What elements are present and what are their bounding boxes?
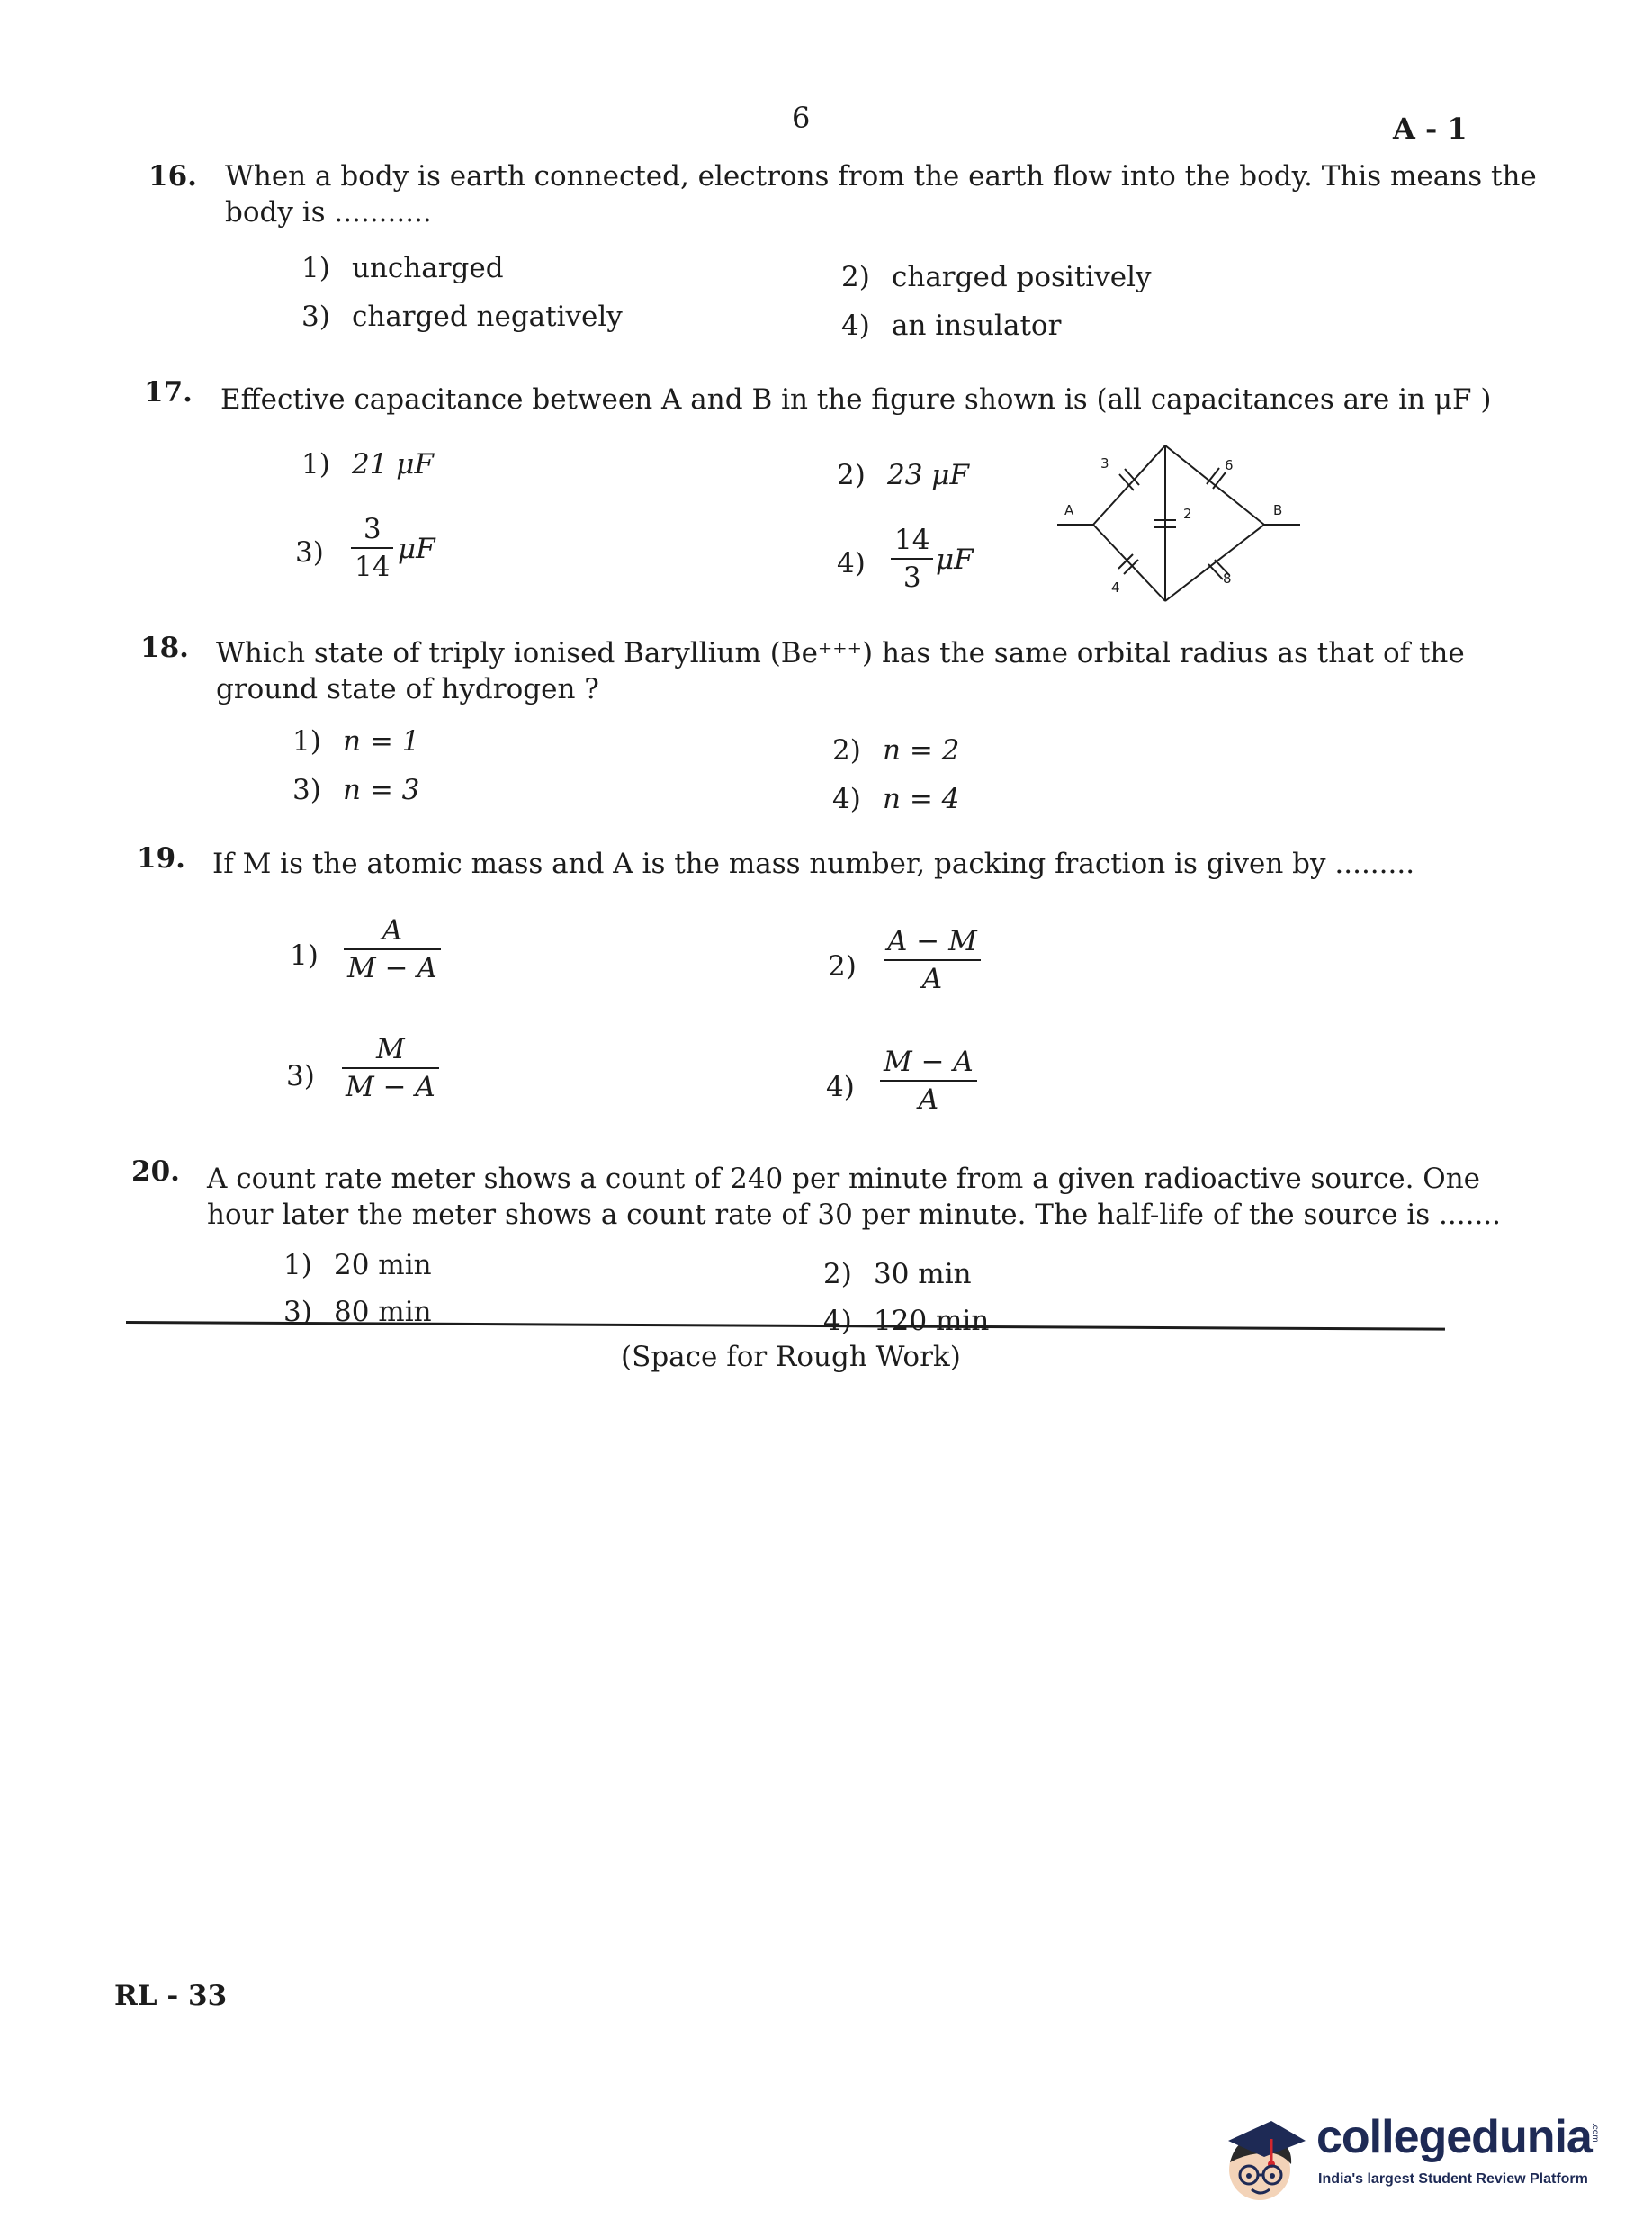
fraction-denominator: M − A: [346, 1071, 435, 1103]
option-number: 1): [301, 252, 330, 284]
option-4: [832, 783, 959, 815]
branch-bottom-right: [1165, 525, 1264, 601]
option-1: [301, 252, 504, 284]
branch-bottom-left: [1093, 525, 1165, 601]
option-number: 3): [301, 301, 330, 333]
brand-name: collegedunia: [1316, 2111, 1592, 2163]
option-text: 21 μF: [352, 448, 434, 481]
node-b-label: B: [1273, 502, 1283, 518]
option-3: [301, 301, 623, 333]
option-1-number: 1): [290, 939, 319, 972]
cap-label: 6: [1225, 457, 1234, 473]
option-3-unit: μF: [398, 533, 435, 565]
option-text: n = 4: [883, 783, 960, 815]
option-number: 2): [837, 459, 866, 491]
question-text-line-2: hour later the meter shows a count rate of 30 per minute. The half-life of the source is .......: [207, 1199, 1502, 1231]
option-3-number: 3): [295, 536, 324, 569]
option-2-number: 2): [828, 950, 857, 983]
mascot-logo-icon: [1219, 2110, 1309, 2209]
option-text: charged positively: [892, 261, 1152, 293]
option-4: [823, 1305, 989, 1337]
question-text-line-1: If M is the atomic mass and A is the mass number, packing fraction is given by .........: [212, 848, 1415, 880]
question-number: 19.: [137, 842, 185, 875]
option-2: [837, 459, 969, 491]
cap-label: 4: [1111, 579, 1120, 596]
question-number: 16.: [148, 160, 197, 193]
option-number: 1): [301, 448, 330, 481]
option-3-fraction: [351, 513, 393, 583]
option-4-fraction: [891, 524, 933, 594]
question-text-line-1: A count rate meter shows a count of 240 per minute from a given radioactive source. One: [207, 1163, 1481, 1195]
option-text: n = 1: [343, 725, 420, 758]
option-4: [841, 310, 1061, 342]
option-number: 1): [292, 725, 321, 758]
fraction-numerator: 14: [894, 524, 930, 556]
brand-suffix: .com: [1590, 2123, 1600, 2143]
option-text: 23 μF: [887, 459, 969, 491]
option-text: charged negatively: [352, 301, 623, 333]
option-text: an insulator: [892, 310, 1062, 342]
option-number: 3): [292, 774, 321, 806]
question-text-line-2: body is ...........: [225, 196, 432, 229]
cap-label: 8: [1223, 570, 1232, 587]
option-3-fraction: [342, 1033, 439, 1103]
collegedunia-watermark: [1219, 2110, 1606, 2209]
option-number: 2): [823, 1258, 852, 1290]
question-text-line-1: When a body is earth connected, electrons from the earth flow into the body. This means the: [225, 160, 1537, 193]
fraction-numerator: A − M: [887, 925, 977, 957]
option-2: [823, 1258, 972, 1290]
option-1: [301, 448, 434, 481]
option-number: 4): [823, 1305, 852, 1337]
option-2-fraction: [884, 925, 981, 995]
option-4-number: 4): [826, 1071, 855, 1103]
capacitor-symbol: [1119, 469, 1139, 490]
page-number: 6: [792, 101, 811, 135]
option-text: 120 min: [874, 1305, 990, 1337]
option-text: 20 min: [334, 1249, 432, 1281]
option-text: uncharged: [352, 252, 504, 284]
question-number: 20.: [131, 1155, 180, 1188]
option-2: [832, 734, 959, 767]
option-number: 2): [832, 734, 861, 767]
question-number: 17.: [144, 376, 193, 409]
cap-label: 3: [1100, 455, 1109, 472]
option-1: [292, 725, 419, 758]
option-number: 2): [841, 261, 870, 293]
fraction-denominator: M − A: [347, 952, 437, 984]
rough-work-label: (Space for Rough Work): [621, 1341, 961, 1373]
footer-code: RL - 33: [114, 1980, 228, 2012]
question-text-line-1: Effective capacitance between A and B in the figure shown is (all capacitances are in μF ): [220, 383, 1492, 416]
option-text: 30 min: [874, 1258, 972, 1290]
option-4-fraction: [880, 1046, 977, 1116]
option-number: 1): [283, 1249, 312, 1281]
fraction-numerator: M: [376, 1033, 405, 1065]
capacitor-symbol: [1207, 468, 1226, 489]
option-text: n = 3: [343, 774, 420, 806]
option-3: [292, 774, 419, 806]
fraction-denominator: A: [921, 963, 943, 995]
question-number: 18.: [140, 632, 189, 664]
node-a-label: A: [1064, 502, 1074, 518]
fraction-denominator: 14: [355, 551, 391, 583]
capacitor-symbol: [1118, 554, 1138, 574]
option-number: 4): [832, 783, 861, 815]
brand-tagline: India's largest Student Review Platform: [1318, 2171, 1588, 2187]
fraction-numerator: 3: [363, 513, 382, 545]
set-code: A - 1: [1393, 112, 1468, 146]
fraction-denominator: A: [918, 1083, 939, 1116]
fraction-denominator: 3: [902, 561, 921, 594]
option-4-number: 4): [837, 547, 866, 579]
fraction-numerator: A: [382, 914, 403, 947]
option-1: [283, 1249, 432, 1281]
option-number: 3): [283, 1296, 312, 1328]
option-text: n = 2: [883, 734, 960, 767]
option-3-number: 3): [286, 1060, 315, 1092]
fraction-numerator: M − A: [884, 1046, 974, 1078]
question-text-line-1: Which state of triply ionised Baryllium (Be⁺⁺⁺) has the same orbital radius as that of the: [216, 637, 1465, 669]
question-text-line-2: ground state of hydrogen ?: [216, 673, 599, 705]
option-1-fraction: [344, 914, 441, 984]
option-2: [841, 261, 1152, 293]
cap-label: 2: [1183, 506, 1192, 522]
option-number: 4): [841, 310, 870, 342]
capacitor-network-diagram: [1048, 432, 1309, 612]
option-4-unit: μF: [936, 544, 974, 576]
option-text: 80 min: [334, 1296, 432, 1328]
